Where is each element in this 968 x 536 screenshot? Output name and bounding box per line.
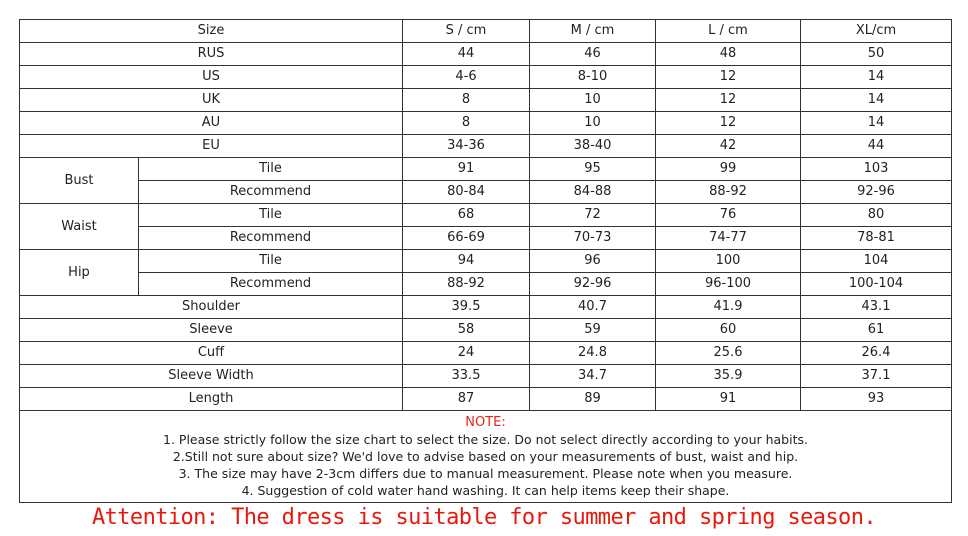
row-label: Sleeve (20, 319, 403, 342)
value-cell: 14 (801, 112, 952, 135)
value-cell: 61 (801, 319, 952, 342)
value-cell: 24 (403, 342, 530, 365)
value-cell: 12 (656, 112, 801, 135)
value-cell: 14 (801, 66, 952, 89)
note-line: 2.Still not sure about size? We'd love to advise based on your measurements of bust, waist and hip. (172, 448, 799, 464)
value-cell: 44 (403, 43, 530, 66)
value-cell: 89 (530, 388, 656, 411)
value-cell: 88-92 (656, 181, 801, 204)
value-cell: 24.8 (530, 342, 656, 365)
value-cell: 26.4 (801, 342, 952, 365)
value-cell: 104 (801, 250, 952, 273)
value-cell: 92-96 (801, 181, 952, 204)
header-row (20, 20, 952, 43)
value-cell: 34-36 (403, 135, 530, 158)
value-cell: 88-92 (403, 273, 530, 296)
value-cell: 25.6 (656, 342, 801, 365)
table-row-sleeve-width (20, 365, 952, 388)
table-row-rus (20, 43, 952, 66)
value-cell: 100-104 (801, 273, 952, 296)
value-cell: 91 (656, 388, 801, 411)
note-cell (20, 411, 952, 503)
value-cell: 34.7 (530, 365, 656, 388)
value-cell: 46 (530, 43, 656, 66)
sub-row-label: Recommend (139, 227, 403, 250)
value-cell: 33.5 (403, 365, 530, 388)
header-size-label: Size (20, 20, 403, 43)
row-label: US (20, 66, 403, 89)
sub-row-label: Tile (139, 250, 403, 273)
value-cell: 43.1 (801, 296, 952, 319)
value-cell: 78-81 (801, 227, 952, 250)
value-cell: 68 (403, 204, 530, 227)
row-label: Shoulder (20, 296, 403, 319)
value-cell: 70-73 (530, 227, 656, 250)
header-size-l: L / cm (656, 20, 801, 43)
table-row-cuff (20, 342, 952, 365)
table-row-au (20, 112, 952, 135)
sub-row-label: Tile (139, 158, 403, 181)
sub-row-label: Tile (139, 204, 403, 227)
size-chart-body (20, 20, 952, 503)
value-cell: 96 (530, 250, 656, 273)
group-label: Hip (20, 250, 139, 296)
value-cell: 48 (656, 43, 801, 66)
row-label: Length (20, 388, 403, 411)
group-label: Waist (20, 204, 139, 250)
row-label: EU (20, 135, 403, 158)
note-row (20, 411, 952, 503)
table-row-uk (20, 89, 952, 112)
value-cell: 80 (801, 204, 952, 227)
value-cell: 38-40 (530, 135, 656, 158)
value-cell: 10 (530, 89, 656, 112)
value-cell: 94 (403, 250, 530, 273)
value-cell: 59 (530, 319, 656, 342)
value-cell: 10 (530, 112, 656, 135)
table-row-shoulder (20, 296, 952, 319)
value-cell: 50 (801, 43, 952, 66)
value-cell: 74-77 (656, 227, 801, 250)
value-cell: 91 (403, 158, 530, 181)
row-label: AU (20, 112, 403, 135)
value-cell: 96-100 (656, 273, 801, 296)
value-cell: 80-84 (403, 181, 530, 204)
table-row-us (20, 66, 952, 89)
sub-row-label: Recommend (139, 181, 403, 204)
table-row-sleeve (20, 319, 952, 342)
table-row-eu (20, 135, 952, 158)
value-cell: 92-96 (530, 273, 656, 296)
value-cell: 35.9 (656, 365, 801, 388)
value-cell: 72 (530, 204, 656, 227)
value-cell: 8-10 (530, 66, 656, 89)
table-row-hip-recommend (20, 273, 952, 296)
note-line: 1. Please strictly follow the size chart to select the size. Do not select directly according to your habits. (163, 431, 808, 447)
table-row-waist-tile (20, 204, 952, 227)
value-cell: 37.1 (801, 365, 952, 388)
value-cell: 42 (656, 135, 801, 158)
value-cell: 12 (656, 89, 801, 112)
table-row-waist-recommend (20, 227, 952, 250)
table-row-hip-tile (20, 250, 952, 273)
value-cell: 39.5 (403, 296, 530, 319)
sub-row-label: Recommend (139, 273, 403, 296)
header-size-m: M / cm (530, 20, 656, 43)
header-size-s: S / cm (403, 20, 530, 43)
value-cell: 103 (801, 158, 952, 181)
attention-notice: Attention: The dress is suitable for summer and spring season. (92, 505, 876, 530)
value-cell: 84-88 (530, 181, 656, 204)
value-cell: 14 (801, 89, 952, 112)
value-cell: 76 (656, 204, 801, 227)
value-cell: 66-69 (403, 227, 530, 250)
table-row-bust-recommend (20, 181, 952, 204)
value-cell: 44 (801, 135, 952, 158)
row-label: RUS (20, 43, 403, 66)
table-row-length (20, 388, 952, 411)
value-cell: 93 (801, 388, 952, 411)
value-cell: 12 (656, 66, 801, 89)
value-cell: 99 (656, 158, 801, 181)
value-cell: 41.9 (656, 296, 801, 319)
row-label: Sleeve Width (20, 365, 403, 388)
value-cell: 4-6 (403, 66, 530, 89)
value-cell: 95 (530, 158, 656, 181)
value-cell: 40.7 (530, 296, 656, 319)
note-line: 3. The size may have 2-3cm differs due to manual measurement. Please note when you measure. (178, 465, 793, 481)
value-cell: 87 (403, 388, 530, 411)
header-size-xl: XL/cm (801, 20, 952, 43)
row-label: UK (20, 89, 403, 112)
group-label: Bust (20, 158, 139, 204)
value-cell: 100 (656, 250, 801, 273)
value-cell: 60 (656, 319, 801, 342)
note-line: 4. Suggestion of cold water hand washing. It can help items keep their shape. (241, 482, 730, 498)
value-cell: 8 (403, 112, 530, 135)
value-cell: 58 (403, 319, 530, 342)
value-cell: 8 (403, 89, 530, 112)
table-row-bust-tile (20, 158, 952, 181)
row-label: Cuff (20, 342, 403, 365)
note-title: NOTE: (465, 414, 506, 430)
size-chart-table (19, 19, 952, 503)
